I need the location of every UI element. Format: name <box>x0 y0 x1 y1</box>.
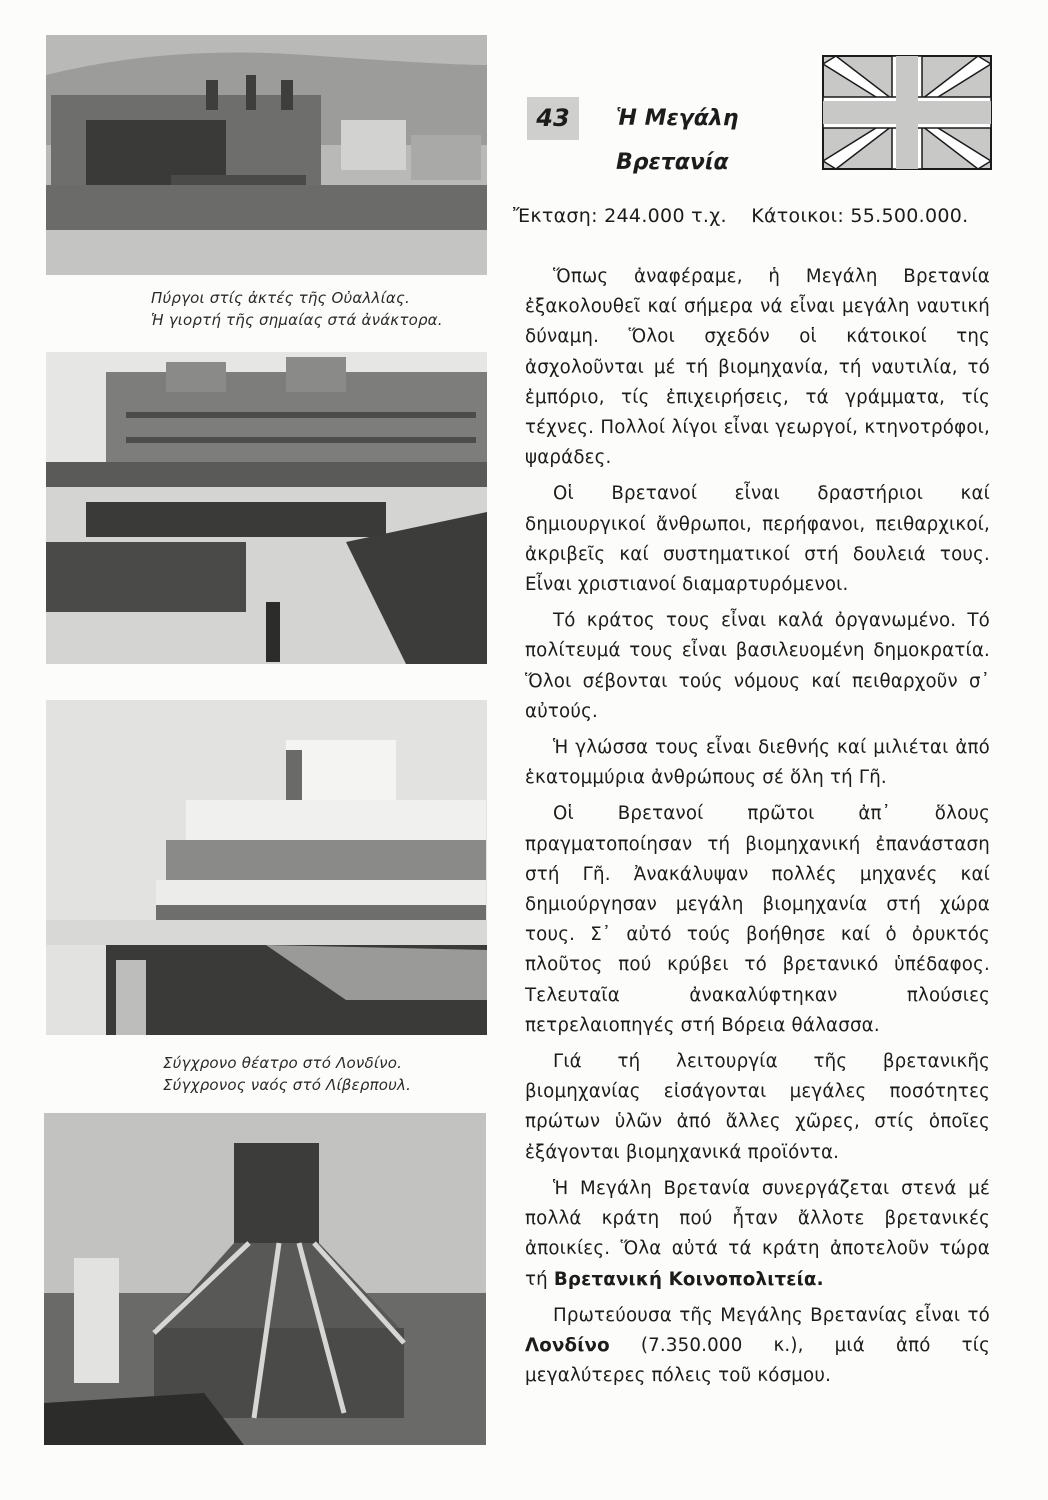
theatre-photo <box>46 700 487 1035</box>
paragraph-7 <box>525 1174 990 1295</box>
country-facts <box>513 205 987 227</box>
caption-castle: Πύργοι στίς ἀκτές τῆς Οὐαλλίας. <box>151 289 410 307</box>
photo-caption-bottom <box>163 1052 411 1096</box>
page-number: 43 <box>527 97 579 140</box>
paragraph-8-text-b: (7.350.000 κ.), μιά ἀπό τίς μεγαλύτερες πόλεις τοῦ κόσμου. <box>525 1334 990 1387</box>
title-line-2: Βρετανία <box>616 150 729 175</box>
paragraph-4: Ἡ γλώσσα τους εἶναι διεθνής καί μιλιέται ἀπό ἑκατομμύρια ἀνθρώπους σέ ὅλη τή Γῆ. <box>525 737 990 789</box>
london-term: Λονδίνο <box>525 1334 610 1356</box>
caption-theatre: Σύγχρονο θέατρο στό Λονδίνο. <box>163 1054 403 1072</box>
paragraph-8 <box>525 1301 990 1392</box>
commonwealth-term: Βρετανική Κοινοπολιτεία. <box>553 1268 824 1290</box>
population-fact: Κάτοικοι: 55.500.000. <box>751 205 969 227</box>
paragraph-7-text: Ἡ Μεγάλη Βρετανία συνεργάζεται στενά μέ πολλά κράτη πού ἦταν ἄλλοτε βρετανικές ἀποικίες. Ὅλα αὐτά τά κράτη ἀποτελοῦν τώρα τή <box>525 1177 990 1290</box>
body-text <box>525 262 990 1397</box>
caption-cathedral: Σύγχρονος ναός στό Λίβερπουλ. <box>163 1076 412 1094</box>
paragraph-6: Γιά τή λειτουργία τῆς βρετανικῆς βιομηχανίας εἰσάγονται μεγάλες ποσότητες πρώτων ὑλῶν ἀπό ἄλλες χῶρες, στίς ὁποῖες ἐξάγονται βιομηχανικά προϊόντα. <box>525 1051 990 1163</box>
paragraph-2: Οἱ Βρετανοί εἶναι δραστήριοι καί δημιουργικοί ἄνθρωποι, περήφανοι, πειθαρχικοί, ἀκριβεῖς καί συστηματικοί στή δουλειά τους. Εἶναι χριστιανοί διαμαρτυρόμενοι. <box>525 483 990 596</box>
photo-caption-top <box>151 287 443 331</box>
paragraph-1: Ὅπως ἀναφέραμε, ἡ Μεγάλη Βρετανία ἐξακολουθεῖ καί σήμερα νά εἶναι μεγάλη ναυτική δύναμη. Ὅλοι σχεδόν οἱ κάτοικοί της ἀσχολοῦνται μέ τή βιομηχανία, τή ναυτιλία, τό ἐμπόριο, τίς ἐπιχειρήσεις, τά γράμματα, τίς τέχνες. Πολλοί λίγοι εἶναι γεωργοί, κτηνοτρόφοι, ψαράδες. <box>525 266 990 469</box>
parade-photo <box>46 352 487 664</box>
page-title <box>616 97 738 185</box>
cathedral-photo <box>44 1113 486 1445</box>
castle-photo <box>46 35 487 275</box>
area-fact: Ἔκταση: 244.000 τ.χ. <box>513 205 727 227</box>
union-jack-flag-icon <box>822 55 992 170</box>
title-line-1: Ἡ Μεγάλη <box>616 106 739 131</box>
paragraph-8-text-a: Πρωτεύουσα τῆς Μεγάλης Βρετανίας εἶναι τό <box>553 1304 990 1326</box>
paragraph-3: Τό κράτος τους εἶναι καλά ὀργανωμένο. Τό πολίτευμά τους εἶναι βασιλευομένη δημοκρατία. Ὅλοι σέβονται τούς νόμους καί πειθαρχοῦν σ᾽ αὐτούς. <box>525 610 990 722</box>
caption-parade: Ἡ γιορτή τῆς σημαίας στά ἀνάκτορα. <box>151 311 443 329</box>
paragraph-5: Οἱ Βρετανοί πρῶτοι ἀπ᾽ ὅλους πραγματοποίησαν τή βιομηχανική ἐπανάσταση στή Γῆ. Ἀνακάλυψαν πολλές μηχανές καί δημιούργησαν μεγάλη βιομηχανία στή χώρα τους. Σ᾽ αὐτό τούς βοήθησε καί ὁ ὀρυκτός πλοῦτος πού κρύβει τό βρετανικό ὑπέδαφος. Τελευταῖα ἀνακαλύφτηκαν πλούσιες πετρελαιοπηγές στή Βόρεια θάλασσα. <box>525 803 990 1036</box>
